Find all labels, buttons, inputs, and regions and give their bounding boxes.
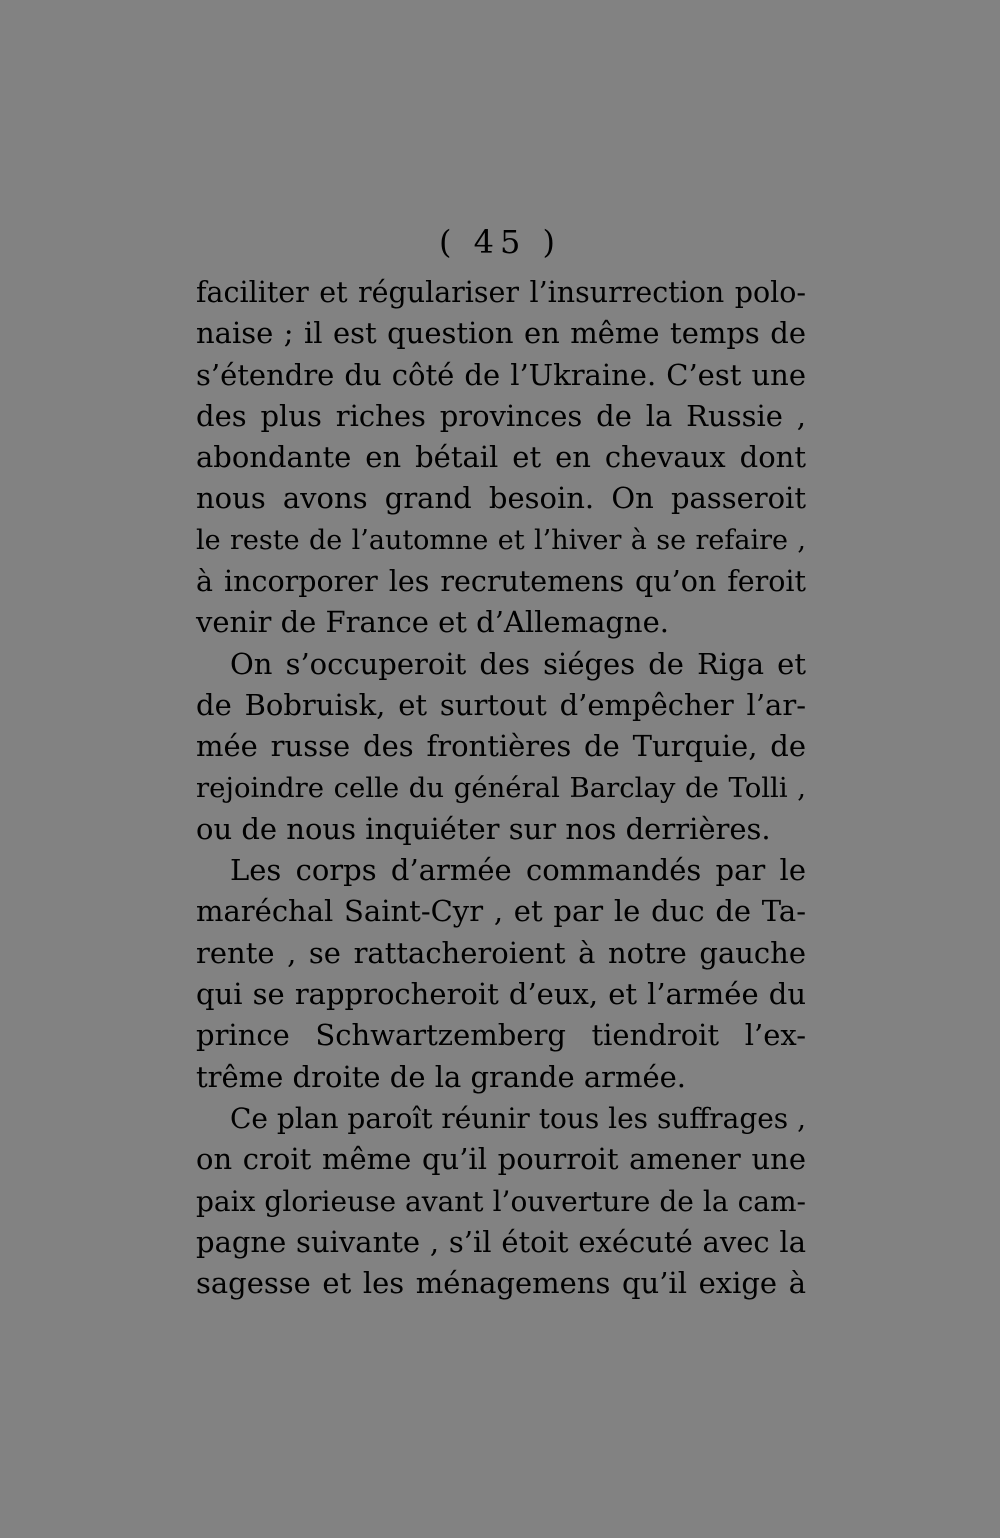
text-line: paix glorieuse avant l’ouverture de la cam-	[196, 1184, 806, 1218]
text-line: le reste de l’automne et l’hiver à se refaire ,	[196, 524, 806, 556]
text-line: à incorporer les recrutemens qu’on feroit	[196, 565, 806, 599]
text-line: rente , se rattacheroient à notre gauche	[196, 935, 806, 970]
page-number: ( 45 )	[438, 223, 562, 261]
text-line: rejoindre celle du général Barclay de Tolli ,	[196, 771, 806, 804]
text-line: faciliter et régulariser l’insurrection polo-	[196, 276, 806, 309]
body-text	[196, 272, 806, 1304]
text-line: venir de France et d’Allemagne.	[196, 605, 669, 640]
text-line: On s’occuperoit des siéges de Riga et	[230, 646, 806, 681]
text-line: Les corps d’armée commandés par le	[230, 853, 806, 888]
text-line: naise ; il est question en même temps de	[196, 316, 806, 351]
text-line: des plus riches provinces de la Russie ,	[196, 398, 806, 433]
text-line: nous avons grand besoin. On passeroit	[196, 481, 806, 516]
text-line: abondante en bétail et en chevaux dont	[196, 440, 806, 475]
text-line: ou de nous inquiéter sur nos derrières.	[196, 811, 771, 846]
text-line: maréchal Saint-Cyr , et par le duc de Ta-	[196, 894, 806, 929]
text-line: prince Schwartzemberg tiendroit l’ex-	[196, 1018, 806, 1053]
text-line: mée russe des frontières de Turquie, de	[196, 729, 806, 764]
text-line: qui se rapprocheroit d’eux, et l’armée du	[196, 977, 806, 1012]
text-line: de Bobruisk, et surtout d’empêcher l’ar-	[196, 687, 806, 722]
text-line: trême droite de la grande armée.	[196, 1059, 687, 1094]
text-line: s’étendre du côté de l’Ukraine. C’est une	[196, 357, 806, 392]
text-line: sagesse et les ménagemens qu’il exige à	[196, 1266, 806, 1301]
text-line: pagne suivante , s’il étoit exécuté avec la	[196, 1224, 806, 1259]
text-line: Ce plan paroît réunir tous les suffrages ,	[230, 1101, 806, 1135]
text-line: on croit même qu’il pourroit amener une	[196, 1142, 806, 1177]
